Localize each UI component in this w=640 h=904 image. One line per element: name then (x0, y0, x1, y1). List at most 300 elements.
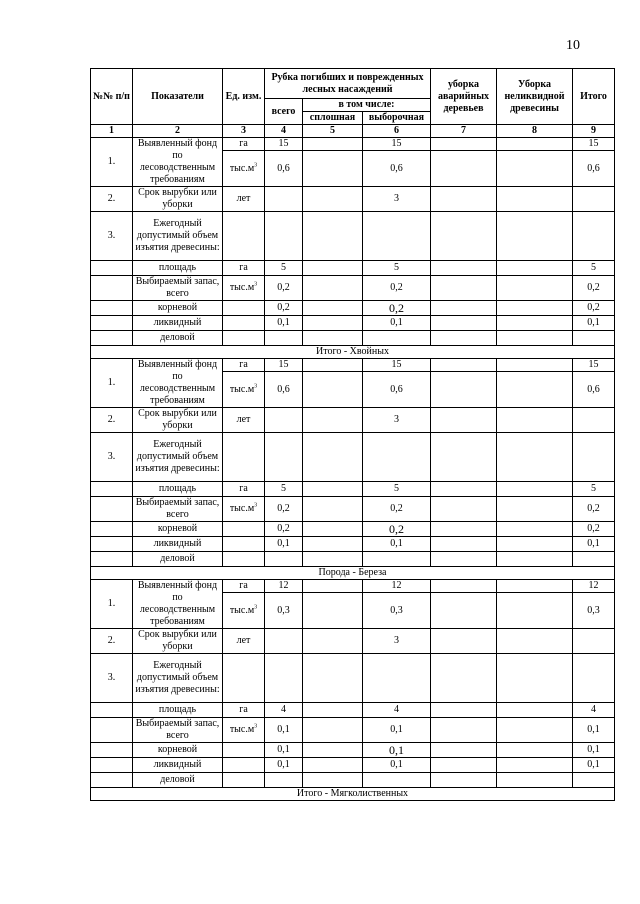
unit-superscript: 3 (254, 162, 258, 169)
unit-superscript: 3 (254, 502, 258, 509)
total-cell: 5 (265, 261, 303, 276)
header-selective: выборочная (363, 112, 431, 125)
row-number (91, 718, 133, 743)
table-row (91, 773, 615, 788)
row-label: Выявленный фонд по лесоводственным требованиям (133, 138, 223, 187)
empty-cell (363, 552, 431, 567)
unit-cell (223, 593, 265, 629)
row-number: 2. (91, 187, 133, 212)
sum-cell: 0,2 (573, 522, 615, 537)
solid-cell (303, 316, 363, 331)
sum-cell: 5 (573, 482, 615, 497)
unit-cell: лет (223, 629, 265, 654)
row-number: 3. (91, 654, 133, 703)
emergency-cell (431, 276, 497, 301)
unit-text: тыс.м (229, 162, 255, 174)
total-cell: 0,2 (265, 497, 303, 522)
illiquid-cell (497, 276, 573, 301)
total-cell: 15 (265, 138, 303, 151)
unit-superscript: 3 (254, 723, 258, 730)
sum-cell: 0,3 (573, 593, 615, 629)
table-row (91, 138, 615, 151)
row-label: площадь (133, 703, 223, 718)
row-number: 3. (91, 212, 133, 261)
total-cell: 15 (265, 359, 303, 372)
selective-cell: 0,1 (363, 743, 431, 758)
unit-cell (223, 301, 265, 316)
row-number: 2. (91, 629, 133, 654)
total-cell: 0,2 (265, 301, 303, 316)
empty-cell (223, 331, 265, 346)
unit-text: тыс.м (229, 282, 255, 293)
table-row (91, 629, 615, 654)
emergency-cell (431, 151, 497, 187)
empty-cell (303, 331, 363, 346)
total-cell: 0,1 (265, 537, 303, 552)
header-unit: Ед. изм. (223, 69, 265, 125)
empty-cell (363, 773, 431, 788)
empty-cell (497, 433, 573, 482)
illiquid-cell (497, 408, 573, 433)
solid-cell (303, 629, 363, 654)
solid-cell (303, 138, 363, 151)
total-cell: 0,1 (265, 743, 303, 758)
sum-cell: 0,1 (573, 758, 615, 773)
solid-cell (303, 580, 363, 593)
empty-cell (573, 433, 615, 482)
sum-cell (573, 408, 615, 433)
empty-cell (431, 433, 497, 482)
empty-cell (303, 212, 363, 261)
illiquid-cell (497, 743, 573, 758)
sum-cell: 0,6 (573, 151, 615, 187)
illiquid-cell (497, 151, 573, 187)
unit-cell (223, 718, 265, 743)
sum-cell: 0,6 (573, 372, 615, 408)
total-cell: 4 (265, 703, 303, 718)
solid-cell (303, 482, 363, 497)
unit-cell: га (223, 703, 265, 718)
row-label: деловой (133, 552, 223, 567)
sum-cell: 0,2 (573, 301, 615, 316)
illiquid-cell (497, 522, 573, 537)
empty-cell (431, 212, 497, 261)
total-cell: 0,3 (265, 593, 303, 629)
solid-cell (303, 372, 363, 408)
solid-cell (303, 758, 363, 773)
sum-cell: 0,2 (573, 276, 615, 301)
empty-cell (497, 773, 573, 788)
selective-cell: 0,2 (363, 301, 431, 316)
table-row (91, 276, 615, 301)
emergency-cell (431, 482, 497, 497)
selective-cell: 0,2 (363, 522, 431, 537)
section-title: Итого - Мягколиственных (91, 788, 615, 801)
selective-cell: 0,6 (363, 372, 431, 408)
solid-cell (303, 743, 363, 758)
total-cell (265, 629, 303, 654)
selective-cell: 4 (363, 703, 431, 718)
row-label: корневой (133, 743, 223, 758)
row-number (91, 703, 133, 718)
unit-text: тыс.м (229, 724, 255, 735)
header-row (91, 69, 615, 99)
empty-cell (223, 433, 265, 482)
selective-cell: 3 (363, 629, 431, 654)
row-number (91, 482, 133, 497)
row-number: 2. (91, 408, 133, 433)
column-number: 7 (431, 125, 497, 138)
emergency-cell (431, 758, 497, 773)
selective-cell: 0,2 (363, 276, 431, 301)
solid-cell (303, 261, 363, 276)
total-cell: 5 (265, 482, 303, 497)
illiquid-cell (497, 629, 573, 654)
sum-cell: 0,2 (573, 497, 615, 522)
table-row (91, 212, 615, 261)
row-label: деловой (133, 331, 223, 346)
empty-cell (431, 331, 497, 346)
sum-cell: 0,1 (573, 537, 615, 552)
solid-cell (303, 359, 363, 372)
unit-cell (223, 372, 265, 408)
empty-cell (363, 331, 431, 346)
row-number (91, 261, 133, 276)
unit-cell: лет (223, 408, 265, 433)
empty-cell (497, 331, 573, 346)
unit-cell: га (223, 359, 265, 372)
column-number: 4 (265, 125, 303, 138)
illiquid-cell (497, 261, 573, 276)
total-cell: 0,6 (265, 372, 303, 408)
total-cell: 0,1 (265, 758, 303, 773)
table-row (91, 743, 615, 758)
selective-cell: 5 (363, 261, 431, 276)
emergency-cell (431, 187, 497, 212)
row-number: 1. (91, 580, 133, 629)
empty-cell (265, 552, 303, 567)
empty-cell (363, 433, 431, 482)
emergency-cell (431, 301, 497, 316)
section-row (91, 346, 615, 359)
section-title: Порода - Береза (91, 567, 615, 580)
row-label: деловой (133, 773, 223, 788)
selective-cell: 5 (363, 482, 431, 497)
selective-cell: 0,3 (363, 593, 431, 629)
emergency-cell (431, 138, 497, 151)
emergency-cell (431, 718, 497, 743)
header-total: всего (265, 99, 303, 125)
table-row (91, 301, 615, 316)
page-number: 10 (566, 38, 580, 53)
selective-cell: 3 (363, 187, 431, 212)
selective-cell: 0,1 (363, 718, 431, 743)
unit-cell: га (223, 482, 265, 497)
solid-cell (303, 497, 363, 522)
selective-cell: 15 (363, 138, 431, 151)
empty-cell (363, 212, 431, 261)
unit-cell (223, 497, 265, 522)
total-cell (265, 408, 303, 433)
empty-cell (223, 212, 265, 261)
emergency-cell (431, 497, 497, 522)
unit-cell: га (223, 580, 265, 593)
total-cell: 0,2 (265, 522, 303, 537)
empty-cell (573, 773, 615, 788)
unit-superscript: 3 (254, 281, 258, 288)
empty-cell (573, 212, 615, 261)
solid-cell (303, 537, 363, 552)
row-number (91, 537, 133, 552)
table-row (91, 522, 615, 537)
row-label: Ежегодный допустимый объем изъятия древесины: (133, 212, 223, 261)
column-number: 8 (497, 125, 573, 138)
emergency-cell (431, 408, 497, 433)
total-cell: 0,6 (265, 151, 303, 187)
illiquid-cell (497, 482, 573, 497)
row-number (91, 316, 133, 331)
unit-cell (223, 758, 265, 773)
row-label: Выбираемый запас, всего (133, 497, 223, 522)
row-label: корневой (133, 301, 223, 316)
empty-cell (303, 433, 363, 482)
unit-cell (223, 537, 265, 552)
table-row (91, 187, 615, 212)
unit-cell (223, 316, 265, 331)
unit-text: тыс.м (229, 383, 255, 395)
illiquid-cell (497, 372, 573, 408)
emergency-cell (431, 743, 497, 758)
table-row (91, 552, 615, 567)
table-row (91, 703, 615, 718)
sum-cell: 0,1 (573, 718, 615, 743)
unit-cell: га (223, 138, 265, 151)
empty-cell (497, 654, 573, 703)
sum-cell: 15 (573, 138, 615, 151)
row-number: 3. (91, 433, 133, 482)
row-label: Срок вырубки или уборки (133, 629, 223, 654)
row-number: 1. (91, 138, 133, 187)
row-label: Срок вырубки или уборки (133, 408, 223, 433)
illiquid-cell (497, 359, 573, 372)
table-row (91, 316, 615, 331)
header-emergency: уборка аварийных деревьев (431, 69, 497, 125)
section-row (91, 788, 615, 801)
sum-cell: 5 (573, 261, 615, 276)
table-row (91, 718, 615, 743)
section-row (91, 567, 615, 580)
selective-cell: 0,1 (363, 537, 431, 552)
emergency-cell (431, 629, 497, 654)
solid-cell (303, 276, 363, 301)
table-row (91, 433, 615, 482)
empty-cell (497, 552, 573, 567)
row-label: Срок вырубки или уборки (133, 187, 223, 212)
selective-cell: 12 (363, 580, 431, 593)
illiquid-cell (497, 758, 573, 773)
empty-cell (303, 552, 363, 567)
emergency-cell (431, 316, 497, 331)
empty-cell (573, 331, 615, 346)
row-number (91, 552, 133, 567)
emergency-cell (431, 522, 497, 537)
column-number: 6 (363, 125, 431, 138)
row-number (91, 522, 133, 537)
row-label: корневой (133, 522, 223, 537)
illiquid-cell (497, 537, 573, 552)
unit-cell: га (223, 261, 265, 276)
unit-cell (223, 151, 265, 187)
selective-cell: 0,6 (363, 151, 431, 187)
row-number (91, 276, 133, 301)
emergency-cell (431, 593, 497, 629)
empty-cell (363, 654, 431, 703)
table-row (91, 408, 615, 433)
row-number (91, 301, 133, 316)
empty-cell (303, 773, 363, 788)
row-number (91, 773, 133, 788)
row-label: Выявленный фонд по лесоводственным требованиям (133, 359, 223, 408)
empty-cell (431, 552, 497, 567)
emergency-cell (431, 359, 497, 372)
selective-cell: 0,2 (363, 497, 431, 522)
unit-text: тыс.м (229, 604, 255, 616)
sum-cell: 0,1 (573, 316, 615, 331)
section-title: Итого - Хвойных (91, 346, 615, 359)
unit-text: тыс.м (229, 503, 255, 514)
table-row (91, 359, 615, 372)
header-felling: Рубка погибших и поврежденных лесных насаждений (265, 69, 431, 99)
column-number: 9 (573, 125, 615, 138)
total-cell: 0,1 (265, 718, 303, 743)
header-num: №№ п/п (91, 69, 133, 125)
unit-cell (223, 522, 265, 537)
row-label: Выбираемый запас, всего (133, 718, 223, 743)
row-label: площадь (133, 261, 223, 276)
total-cell: 12 (265, 580, 303, 593)
solid-cell (303, 151, 363, 187)
table-row (91, 497, 615, 522)
empty-cell (223, 773, 265, 788)
empty-cell (265, 433, 303, 482)
empty-cell (265, 654, 303, 703)
sum-cell (573, 629, 615, 654)
unit-cell: лет (223, 187, 265, 212)
empty-cell (223, 654, 265, 703)
row-label: Ежегодный допустимый объем изъятия древесины: (133, 654, 223, 703)
table-row (91, 261, 615, 276)
row-label: ликвидный (133, 758, 223, 773)
selective-cell: 15 (363, 359, 431, 372)
column-number: 1 (91, 125, 133, 138)
illiquid-cell (497, 580, 573, 593)
empty-cell (303, 654, 363, 703)
empty-cell (431, 654, 497, 703)
table-row (91, 580, 615, 593)
solid-cell (303, 593, 363, 629)
row-label: площадь (133, 482, 223, 497)
selective-cell: 0,1 (363, 758, 431, 773)
total-cell: 0,1 (265, 316, 303, 331)
row-label: Выбираемый запас, всего (133, 276, 223, 301)
emergency-cell (431, 703, 497, 718)
emergency-cell (431, 580, 497, 593)
header-sum: Итого (573, 69, 615, 125)
table-row (91, 758, 615, 773)
empty-cell (497, 212, 573, 261)
row-number (91, 331, 133, 346)
table-row (91, 654, 615, 703)
forest-felling-table (90, 68, 615, 801)
illiquid-cell (497, 316, 573, 331)
sum-cell (573, 187, 615, 212)
total-cell: 0,2 (265, 276, 303, 301)
row-label: ликвидный (133, 316, 223, 331)
illiquid-cell (497, 138, 573, 151)
header-solid: сплошная (303, 112, 363, 125)
unit-superscript: 3 (254, 383, 258, 390)
column-number: 5 (303, 125, 363, 138)
header-indicator: Показатели (133, 69, 223, 125)
empty-cell (265, 212, 303, 261)
illiquid-cell (497, 703, 573, 718)
solid-cell (303, 703, 363, 718)
header-illiquid: Уборка неликвидной древесины (497, 69, 573, 125)
solid-cell (303, 408, 363, 433)
column-number-row (91, 125, 615, 138)
unit-superscript: 3 (254, 604, 258, 611)
empty-cell (573, 552, 615, 567)
empty-cell (431, 773, 497, 788)
empty-cell (265, 773, 303, 788)
solid-cell (303, 301, 363, 316)
illiquid-cell (497, 718, 573, 743)
emergency-cell (431, 261, 497, 276)
empty-cell (573, 654, 615, 703)
table-row (91, 331, 615, 346)
row-label: Выявленный фонд по лесоводственным требованиям (133, 580, 223, 629)
solid-cell (303, 187, 363, 212)
solid-cell (303, 522, 363, 537)
row-number: 1. (91, 359, 133, 408)
sum-cell: 4 (573, 703, 615, 718)
unit-cell (223, 743, 265, 758)
solid-cell (303, 718, 363, 743)
total-cell (265, 187, 303, 212)
empty-cell (265, 331, 303, 346)
table-row (91, 482, 615, 497)
sum-cell: 0,1 (573, 743, 615, 758)
row-number (91, 758, 133, 773)
unit-cell (223, 276, 265, 301)
emergency-cell (431, 537, 497, 552)
illiquid-cell (497, 497, 573, 522)
row-label: Ежегодный допустимый объем изъятия древесины: (133, 433, 223, 482)
table-row (91, 537, 615, 552)
selective-cell: 0,1 (363, 316, 431, 331)
illiquid-cell (497, 187, 573, 212)
emergency-cell (431, 372, 497, 408)
column-number: 3 (223, 125, 265, 138)
sum-cell: 12 (573, 580, 615, 593)
header-including: в том числе: (303, 99, 431, 112)
empty-cell (223, 552, 265, 567)
selective-cell: 3 (363, 408, 431, 433)
row-label: ликвидный (133, 537, 223, 552)
row-number (91, 743, 133, 758)
row-number (91, 497, 133, 522)
illiquid-cell (497, 593, 573, 629)
